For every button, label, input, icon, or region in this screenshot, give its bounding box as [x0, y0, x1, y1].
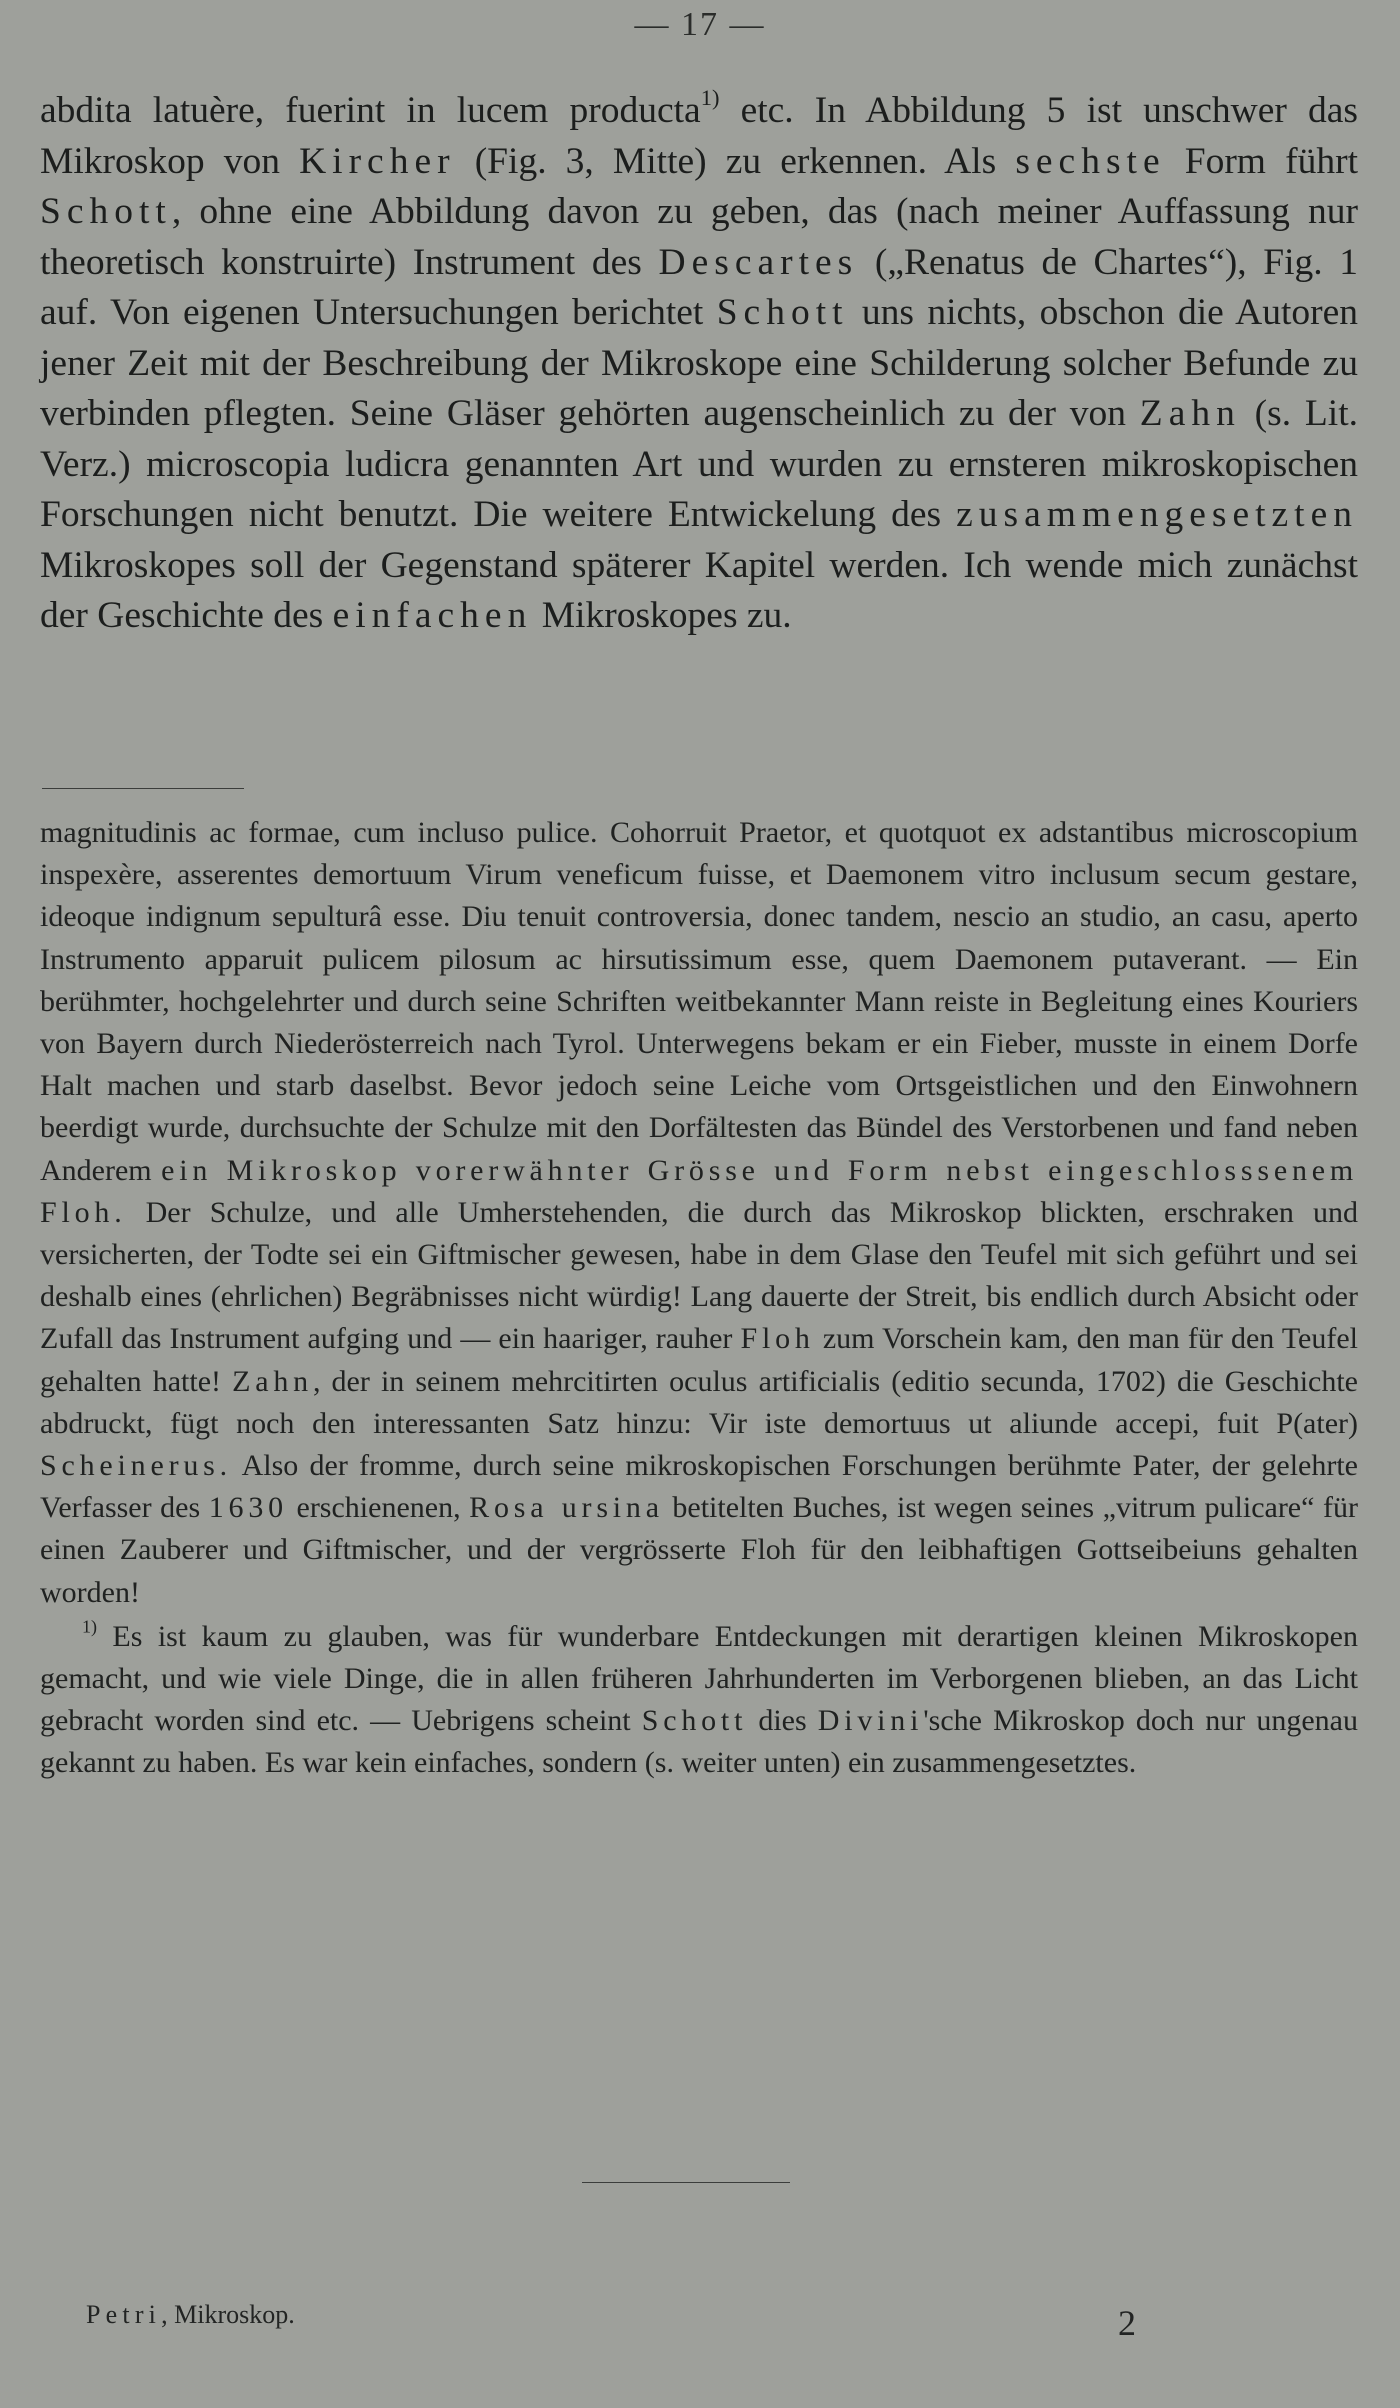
signature-title: , Mikroskop.	[161, 2300, 295, 2329]
sheet-number: 2	[1118, 2303, 1136, 2343]
title-rosa-ursina: Rosa ursina	[469, 1491, 664, 1525]
footnote-1	[40, 1616, 1358, 1785]
text-run: („Renatus de Chartes“), Fig. 1 auf. Von eigenen Untersuchungen berichtet	[40, 241, 1359, 333]
emphasis-sechste: sechste	[1015, 140, 1166, 182]
text-run: , ohne eine Abbildung davon zu geben, das (nach meiner Auffassung nur theoretisch konstruirte) Instrument des	[40, 191, 1358, 283]
name-zahn: Zahn	[1139, 393, 1241, 434]
text-run: Mikroskopes soll der Gegenstand späterer Kapitel werden. Ich wende mich zunächst der Geschichte des	[40, 544, 1358, 636]
text-run: zum Vorschein kam, den man für den Teufel gehalten hatte!	[40, 1322, 1359, 1398]
emphasis-mikroskop-floh: ein Mikroskop vorerwähnter Grösse und Form nebst eingeschlosssenem Floh.	[40, 1153, 1358, 1229]
text-run: (s. Lit. Verz.) microscopia ludicra genannten Art und wurden zu ernsteren mikroskopischen Forschungen nicht benutzt. Die weitere Entwickelung des	[40, 393, 1358, 535]
text-run: Der Schulze, und alle Umherstehenden, die durch das Mikroskop blickten, erschraken und versicherten, der Todte sei ein Giftmischer gewesen, habe in dem Glase den Teufel mit sich geführt und sei deshalb eines (ehrlichen) Begräbnisses nicht würdig! Lang dauerte der Streit, bis endlich durch Absicht oder Zufall das Instrument aufging und — ein haariger, rauher	[40, 1195, 1358, 1356]
name-schott: Schott	[40, 191, 172, 232]
text-run: Also der fromme, durch seine mikroskopischen Forschungen berühmte Pater, der gelehrte Verfasser des	[40, 1449, 1358, 1525]
footnote-continuation	[40, 812, 1358, 1614]
year-1630: 1630	[208, 1491, 288, 1525]
page-number: — 17 —	[634, 6, 766, 43]
text-run: , der in seinem mehrcitirten oculus artificialis (editio secunda, 1702) die Geschichte abdruckt, fügt noch den interessanten Satz hinzu: Vir iste demortuus ut aliunde accepi, fuit P(ater)	[40, 1364, 1358, 1440]
name-zahn: Zahn	[232, 1364, 313, 1398]
name-descartes: Descartes	[658, 241, 859, 283]
text-run: betitelten Buches, ist wegen seines „vitrum pulicare“ für einen Zauberer und Giftmischer, und der vergrösserte Floh für den leibhaftigen Gottseibeiuns gehalten worden!	[40, 1491, 1358, 1609]
text-run: etc. In Abbildung 5 ist unschwer das Mikroskop von	[40, 90, 1358, 182]
footnote-reference: 1)	[700, 85, 720, 111]
name-divini: Divini	[817, 1704, 924, 1738]
text-run: Form führt	[1165, 140, 1358, 182]
signature-line	[86, 2300, 295, 2330]
emphasis-floh: Floh	[740, 1322, 815, 1356]
name-schott: Schott	[641, 1704, 748, 1738]
emphasis-einfachen: einfachen	[332, 595, 533, 636]
text-run: dies	[747, 1704, 818, 1738]
text-run: magnitudinis ac formae, cum incluso pulice. Cohorruit Praetor, et quotquot ex adstantibus microscopium inspexère, asserentes demortuum Virum veneficum fuisse, et Daemonem vitro inclusum secum gestare, ideoque indignum sepulturâ esse. Diu tenuit controversia, donec tandem, nescio an studio, an casu, aperto Instrumento apparuit pulicem pilosum ac hirsutissimum esse, quem Daemonem putaverant. — Ein berühmter, hochgelehrter und durch seine Schriften weitbekannter Mann reiste in Begleitung eines Kouriers von Bayern durch Niederösterreich nach Tyrol. Unterwegens bekam er ein Fieber, musste in einem Dorfe Halt machen und starb daselbst. Bevor jedoch seine Leiche vom Ortsgeistlichen und den Einwohnern beerdigt wurde, durchsuchte der Schulze mit den Dorfältesten das Bündel des Verstorbenen und fand neben Anderem	[40, 816, 1358, 1187]
text-run: 'sche Mikroskop doch nur ungenau gekannt zu haben. Es war kein einfaches, sondern (s. weiter unten) ein zusammengesetztes.	[40, 1704, 1358, 1780]
text-run: (Fig. 3, Mitte) zu erkennen. Als	[455, 140, 1016, 182]
emphasis-zusammengesetzten: zusammengesetzten	[956, 494, 1358, 535]
name-scheinerus: Scheinerus.	[40, 1449, 232, 1483]
text-run: Mikroskopes zu.	[532, 595, 792, 636]
text-run: Es ist kaum zu glauben, was für wunderbare Entdeckungen mit derartigen kleinen Mikroskopen gemacht, und wie viele Dinge, die in allen früheren Jahrhunderten im Verborgenen blieben, an das Licht gebracht worden sind etc. — Uebrigens scheint	[40, 1619, 1358, 1738]
name-kircher: Kircher	[299, 140, 456, 182]
text-run: uns nichts, obschon die Autoren jener Zeit mit der Beschreibung der Mikroskope eine Schilderung solcher Befunde zu verbinden pflegten. Seine Gläser gehörten augenscheinlich zu der von	[40, 292, 1358, 434]
name-schott: Schott	[716, 292, 849, 333]
text-run: erschienenen,	[287, 1491, 470, 1525]
footnotes	[40, 812, 1358, 1785]
footnote-divider	[42, 788, 244, 789]
footnote-marker: 1)	[82, 1616, 97, 1637]
main-paragraph	[40, 86, 1358, 642]
end-divider	[582, 2182, 790, 2183]
main-text	[40, 86, 1358, 642]
text-run: abdita latuère, fuerint in lucem producta	[40, 90, 701, 131]
signature-author: Petri	[86, 2300, 162, 2329]
